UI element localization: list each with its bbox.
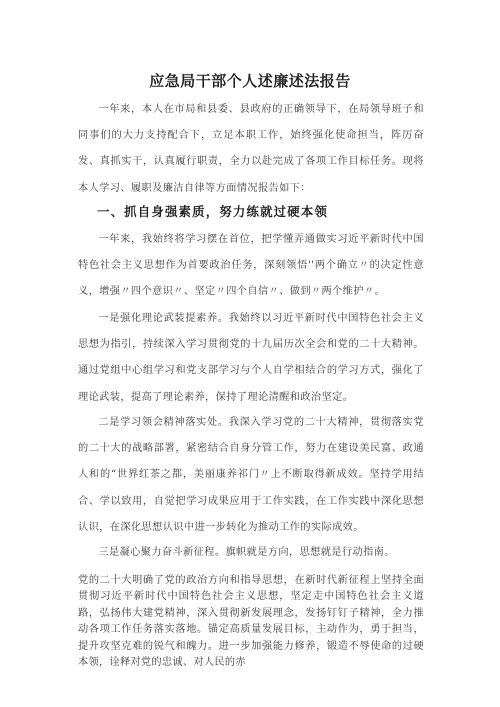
- body-paragraph: 一年来，我始终将学习摆在首位，把学懂弄通做实习近平新时代中国特色社会主义思想作为首要政治任务，深刻领悟''两个确立〃的决定性意义，增强〃四个意识〃、坚定〃四个自信〃、做到〃两个维护〃。: [78, 234, 424, 298]
- document-title: 应急局干部个人述廉述法报告: [149, 72, 351, 90]
- section-heading: 一、抓自身强素质，努力练就过硬本领: [97, 204, 329, 219]
- body-paragraph: 一是强化理论武装提素养。我始终以习近平新时代中国特色社会主义思想为指引，持续深入学习贯彻党的十九届历次全会和党的二十大精神。通过党组中心组学习和党支部学习与个人自学相结合的学习方式，强化了理论武装，提高了理论素养，保持了理论清醒和政治坚定。: [78, 313, 424, 403]
- body-paragraph: 党的二十大明确了党的政治方向和指导思想，在新时代新征程上坚持全面贯彻习近平新时代中国特色社会主义思想，坚定走中国特色社会主义道路，弘扬伟大建党精神，深入贯彻新发展理念，发扬钉钉子精神，全力推动各项工作任务落实落地。锚定高质量发展目标，主动作为，勇于担当，提升攻坚克难的锐气和魄力。进一步加强能力修养，锻造不辱使命的过硬本领，诠释对党的忠诚、对人民的赤: [78, 575, 424, 669]
- body-paragraph: 三是凝心聚力奋斗新征程。旗帜就是方向，思想就是行动指南。: [98, 547, 395, 558]
- body-paragraph: 二是学习领会精神落实处。我深入学习党的二十大精神，贯彻落实党的二十大的战略部署，紧密结合自身分管工作，努力在建设美民富、政通人和的“世界红茶之都，美丽康养祁门〃上不断取得新成效。坚持学用结合、学以致用，自觉把学习成果应用于工作实践，在工作实践中深化思想认识，在深化思想认识中进一步转化为推动工作的实际成效。: [78, 417, 424, 533]
- intro-paragraph: 一年来，本人在市局和县委、县政府的正确领导下，在局领导班子和同事们的大力支持配合下，立足本职工作，始终强化使命担当，阵厉奋发、真抓实干，认真履行职责，全力以赴完成了各项工作目标任务。现将本人学习、履职及廉洁自律等方面情况报告如下：: [78, 104, 424, 194]
